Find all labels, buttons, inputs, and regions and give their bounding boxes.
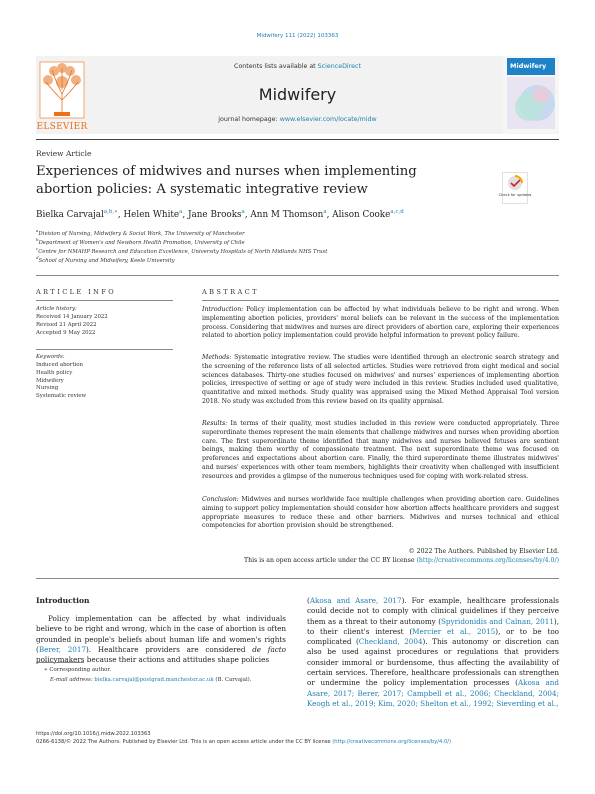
abstract-conclusion: Conclusion: Midwives and nurses worldwide face multiple challenges when providing abortion care. Guidelines aiming to support policy implementation should consider how abortion affects healthcare providers and suggest appropriate measures to reduce these and other barriers. Midwives and nurses technical and ethical competencies for abortion provision should be strengthened. <box>202 496 560 530</box>
cover-title: Midwifery <box>507 58 555 75</box>
journal-homepage-link[interactable]: www.elsevier.com/locate/midw <box>279 116 377 123</box>
cc-license-footer-link[interactable]: (http://creativecommons.org/licenses/by/4.0/) <box>332 739 452 745</box>
article-history-label: Article history: <box>36 306 77 312</box>
author[interactable]: Bielka Carvajal$^{a,b,∗}$, <box>36 209 124 220</box>
author[interactable]: Helen White$^a$, <box>123 209 188 220</box>
open-access-line: This is an open access article under the CC BY license (http://creativecommons.org/licenses/by/4.0/) <box>243 556 559 564</box>
journal-reference-link[interactable]: Midwifery 111 (2022) 103363 <box>256 33 339 39</box>
citation-link[interactable]: Akosa and Asare, 2017 <box>309 596 402 605</box>
author[interactable]: Alison Cooke$^{a,c,d}$ <box>332 209 404 220</box>
affiliation: $^d$School of Nursing and Midwifery, Keele University <box>36 255 175 264</box>
cover-artwork <box>507 77 555 129</box>
keyword: Induced abortion <box>36 362 83 368</box>
keyword: Nursing <box>36 385 59 392</box>
article-info-rule <box>36 300 173 301</box>
keywords-label: Keywords: <box>36 354 65 360</box>
introduction-left-column: Policy implementation can be affected by what individuals believe to be right and wrong, which in the case of abortion is often grounded in people's beliefs about human life and women's rights (Berer, 2017). Healthcare providers are considered de facto policymakers because their actions and attitudes shape policies <box>36 614 286 665</box>
history-item: Accepted 9 May 2022 <box>36 329 96 336</box>
header-divider <box>36 139 559 140</box>
history-item: Received 14 January 2022 <box>36 314 108 320</box>
abstract-divider <box>36 578 559 579</box>
abstract-rule <box>202 300 559 301</box>
journal-title: Midwifery <box>258 85 337 104</box>
citation-link[interactable]: Akosa and Asare, 2017; Berer, 2017; Campbell et al., 2006; Checkland, 2004; Keogh et al., 2019; Kim, 2020; Shelton et al., 1992; Sieverding et al., <box>307 678 559 708</box>
introduction-right-column: (Akosa and Asare, 2017). For example, healthcare professionals could decide not to comply with clinical guidelines if they perceive them as a threat to their autonomy (Spyridonidis and Calnan, 2011), to their client's interest (Mercier et al., 2015), or to be too complicated (Checkland, 2004). This autonomy or discretion can also be used against procedures or regulations that providers consider immoral or burdensome, thus affecting the availability of certain services. Therefore, healthcare professionals can strengthen or undermine the policy implementation processes (Akosa and Asare, 2017; Berer, 2017; Campbell et al., 2006; Checkland, 2004; Keogh et al., 2019; Kim, 2020; Shelton et al., 1992; Sieverding et al., <box>307 596 559 708</box>
homepage-prefix: journal homepage: <box>218 116 278 123</box>
introduction-heading: Introduction <box>36 596 90 605</box>
article-type: Review Article <box>36 149 92 158</box>
abstract-introduction: Introduction: Policy implementation can be affected by what individuals believe to be right and wrong. When implementing abortion policies, providers' moral beliefs can be relevant in the success of the implementation process. Considering that midwives and nurses are direct providers of abortion care, exploring their experiences related to abortion policy implementation could provide helpful information to prevent policy failure. <box>202 306 559 340</box>
check-for-updates-icon[interactable] <box>498 172 532 204</box>
article-info-heading: ARTICLE INFO <box>36 288 117 296</box>
article-history-list <box>36 314 108 337</box>
keyword: Midwifery <box>36 377 64 384</box>
license-block <box>202 548 559 566</box>
citation-link[interactable]: Checkland, 2004 <box>358 637 423 647</box>
affiliation-divider <box>36 275 559 276</box>
affiliation: $^b$Department of Women's and Newborn Health Promotion, University of Chile <box>36 237 245 246</box>
citation-link[interactable]: Spyridonidis and Calnan, 2011 <box>441 616 554 626</box>
article-title: Experiences of midwives and nurses when implementing abortion policies: A systematic integrative review <box>36 164 417 197</box>
issn-line: 0266-6138/© 2022 The Authors. Published by Elsevier Ltd. This is an open access article under the CC BY license (http://creativecommons.org/licenses/by/4.0/) <box>36 739 452 745</box>
affiliation: $^c$Centre for NMAHP Research and Education Excellence, University Hospitals of North Midlands NHS Trust <box>36 246 328 255</box>
crossmark-label: Check for updates <box>498 193 532 197</box>
keyword: Systematic review <box>36 393 87 400</box>
abstract-methods: Methods: Systematic integrative review. The studies were identified through an electronic search strategy and the screening of the reference lists of all selected articles. Studies were retrieved from eight medical and social sciences databases. Thirty-one studies focused on midwives' and nurses' experiences of implementing abortion policies, irrespective of setting or age of study were included in this review. Studies included used qualitative, quantitative and mixed methods. Study quality was appraised using the Mixed Method Appraisal Tool version 2018. No study was excluded from this review based on its quality appraisal. <box>202 354 559 405</box>
citation-link[interactable]: Mercier et al., 2015 <box>412 626 496 636</box>
sciencedirect-link[interactable]: ScienceDirect <box>317 63 361 70</box>
abstract-heading: ABSTRACT <box>202 288 259 296</box>
email-note: E-mail address: bielka.carvajal@postgrad.manchester.ac.uk (B. Carvajal). <box>50 677 252 683</box>
cc-license-link[interactable]: (http://creativecommons.org/licenses/by/4.0/) <box>416 556 559 564</box>
author[interactable]: Jane Brooks$^a$, <box>188 209 251 220</box>
abstract-results: Results: In terms of their quality, most studies included in this review were conducted appropriately. Three superordinate themes represent the main elements that challenge midwives and nurses when providing abortion care. The first superordinate theme identified that many midwives and nurses believed fetuses are sentient beings, making them worthy of compassionate treatment. The next superordinate theme was focused on preferences and expectations about abortion care. Finally, the third superordinate theme illustrates midwives' and nurses' experiences with other team members, highlights their creativity when challenged with insufficient resources and provides a glimpse of the numerous techniques used for coping with work-related stress. <box>202 420 560 480</box>
keyword: Health policy <box>36 369 73 376</box>
footnote-rule <box>36 662 84 663</box>
history-item: Revised 21 April 2022 <box>36 321 97 328</box>
citation-link[interactable]: Berer, 2017 <box>38 644 86 654</box>
elsevier-wordmark: ELSEVIER <box>36 122 88 132</box>
email-link[interactable]: bielka.carvajal@postgrad.manchester.ac.uk <box>94 677 214 683</box>
contents-prefix: Contents lists available at <box>234 63 316 70</box>
doi-link[interactable]: https://doi.org/10.1016/j.midw.2022.103363 <box>36 731 151 737</box>
corresponding-author-note: ∗ Corresponding author. <box>44 667 112 673</box>
affiliation: $^a$Division of Nursing, Midwifery & Social Work, The University of Manchester <box>36 228 245 237</box>
keywords-rule <box>36 349 173 350</box>
keywords-list <box>36 362 86 401</box>
author[interactable]: Ann M Thomson$^a$, <box>250 209 333 220</box>
author-list <box>36 209 404 220</box>
copyright-line: © 2022 The Authors. Published by Elsevier Ltd. <box>408 548 559 555</box>
